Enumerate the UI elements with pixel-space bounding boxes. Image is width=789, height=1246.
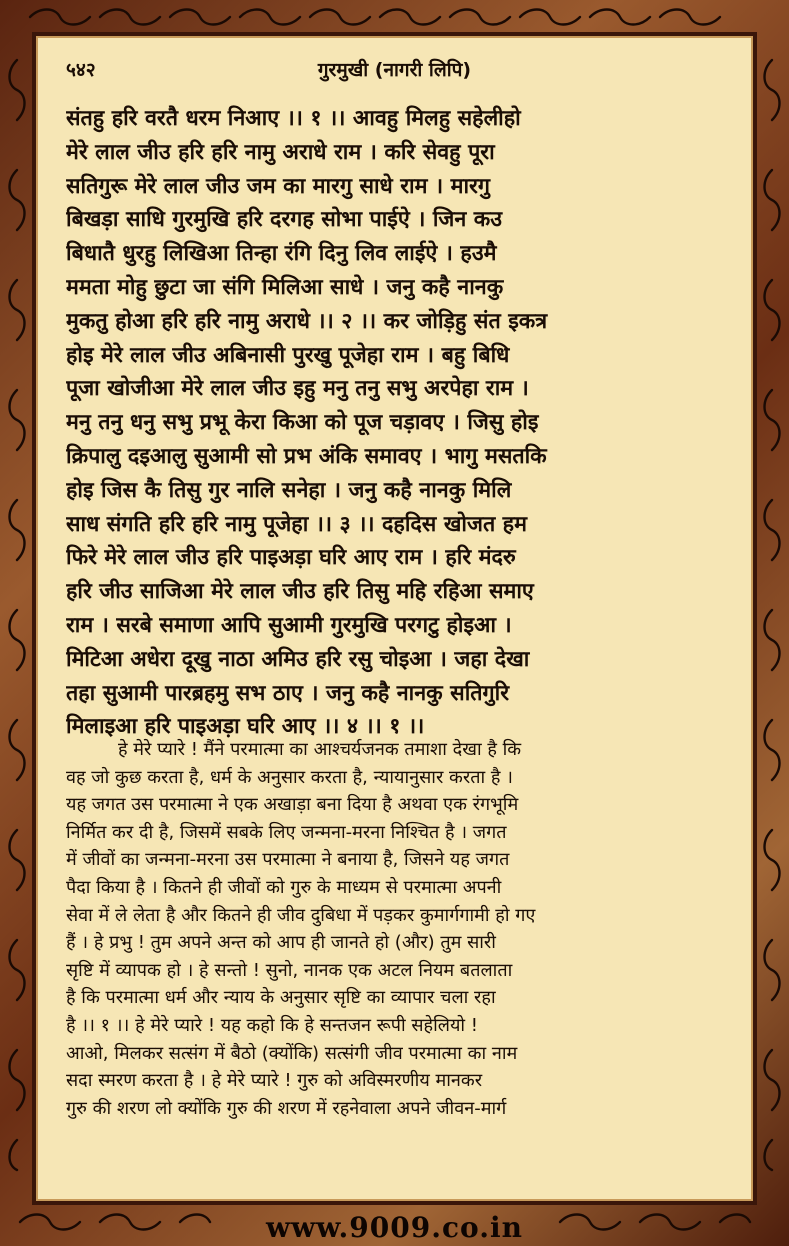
page-header [36, 56, 753, 86]
verse-line: ममता मोहु छुटा जा संगि मिलिआ साधे । जनु कहै नानकु [66, 274, 504, 300]
translation-line: गुरु की शरण लो क्योंकि गुरु की शरण में रहनेवाला अपने जीवन-मार्ग [66, 1097, 507, 1119]
page-number: ५४२ [66, 59, 96, 81]
verse-line: संतहु हरि वरतै धरम निआए ।। १ ।। आवहु मिलहु सहेलीहो [66, 106, 521, 131]
verse-line: होइ मेरे लाल जीउ अबिनासी पुरखु पूजेहा राम । बहु बिधि [66, 342, 510, 368]
verse-line: होइ जिस कै तिसु गुर नालि सनेहा । जनु कहै नानकु मिलि [66, 477, 512, 503]
page-footer [0, 1205, 789, 1246]
verse-line: साध संगति हरि हरि नामु पूजेहा ।। ३ ।। दहदिस खोजत हम [66, 511, 527, 537]
translation-line: है ।। १ ।। हे मेरे प्यारे ! यह कहो कि हे सन्तजन रूपी सहेलियो ! [66, 1014, 478, 1036]
translation-line: सेवा में ले लेता है और कितने ही जीव दुबिधा में पड़कर कुमार्गगामी हो गए [66, 904, 536, 926]
verse-line: क्रिपालु दइआलु सुआमी सो प्रभ अंकि समावए । भागु मसतकि [66, 443, 547, 469]
translation-line: यह जगत उस परमात्मा ने एक अखाड़ा बना दिया है अथवा एक रंगभूमि [66, 794, 519, 816]
verse-line: सतिगुरू मेरे लाल जीउ जम का मारगु साधे राम । मारगु [66, 173, 490, 199]
running-title: गुरमुखी (नागरी लिपि) [317, 59, 472, 81]
verse-line: पूजा खोजीआ मेरे लाल जीउ इहु मनु तनु सभु अरपेहा राम । [66, 376, 529, 402]
gurmukhi-verse-block [66, 102, 726, 744]
verse-line: मिलाइआ हरि पाइअड़ा घरि आए ।। ४ ।। १ ।। [66, 714, 425, 740]
translation-line: में जीवों का जन्मना-मरना उस परमात्मा ने बनाया है, जिसने यह जगत [66, 849, 510, 871]
translation-line: है कि परमात्मा धर्म और न्याय के अनुसार सृष्टि का व्यापार चला रहा [66, 987, 496, 1009]
verse-line: मनु तनु धनु सभु प्रभू केरा किआ को पूज चड़ावए । जिसु होइ [66, 410, 539, 436]
book-page [36, 36, 753, 1201]
verse-line: मिटिआ अधेरा दूखु नाठा अमिउ हरि रसु चोइआ । जहा देखा [66, 646, 530, 672]
translation-line: आओ, मिलकर सत्संग में बैठो (क्योंकि) सत्संगी जीव परमात्मा का नाम [66, 1042, 518, 1064]
verse-line: फिरे मेरे लाल जीउ हरि पाइअड़ा घरि आए राम । हरि मंदरु [66, 545, 516, 571]
verse-line: राम । सरबे समाणा आपि सुआमी गुरमुखि परगटु होइआ । [66, 612, 512, 638]
translation-line: सदा स्मरण करता है । हे मेरे प्यारे ! गुरु को अविस्मरणीय मानकर [66, 1070, 483, 1092]
translation-line: निर्मित कर दी है, जिसमें सबके लिए जन्मना-मरना निश्चित है । जगत [66, 821, 507, 843]
verse-line: हरि जीउ साजिआ मेरे लाल जीउ हरि तिसु महि रहिआ समाए [66, 579, 534, 605]
translation-line: सृष्टि में व्यापक हो । हे सन्तो ! सुनो, नानक एक अटल नियम बतलाता [66, 959, 513, 981]
translation-line: पैदा किया है । कितने ही जीवों को गुरु के माध्यम से परमात्मा अपनी [66, 876, 502, 898]
translation-line: वह जो कुछ करता है, धर्म के अनुसार करता है, न्यायानुसार करता है । [66, 766, 513, 788]
verse-line: बिधातै धुरहु लिखिआ तिन्हा रंगि दिनु लिव लाईऐ । हउमै [66, 241, 497, 267]
website-url: www.9009.co.in [266, 1211, 523, 1244]
verse-line: मुकतु होआ हरि हरि नामु अराधे ।। २ ।। कर जोड़िहु संत इकत्र [66, 308, 548, 334]
verse-line: मेरे लाल जीउ हरि हरि नामु अराधे राम । करि सेवहु पूरा [66, 139, 495, 165]
verse-line: बिखड़ा साधि गुरमुखि हरि दरगह सोभा पाईऐ । जिन कउ [66, 207, 503, 233]
translation-line: हैं । हे प्रभु ! तुम अपने अन्त को आप ही जानते हो (और) तुम सारी [66, 932, 496, 954]
verse-line: तहा सुआमी पारब्रहमु सभ ठाए । जनु कहै नानकु सतिगुरि [66, 680, 509, 706]
hindi-translation-block [66, 736, 726, 1122]
translation-line: हे मेरे प्यारे ! मैंने परमात्मा का आश्चर्यजनक तमाशा देखा है कि [118, 739, 522, 760]
